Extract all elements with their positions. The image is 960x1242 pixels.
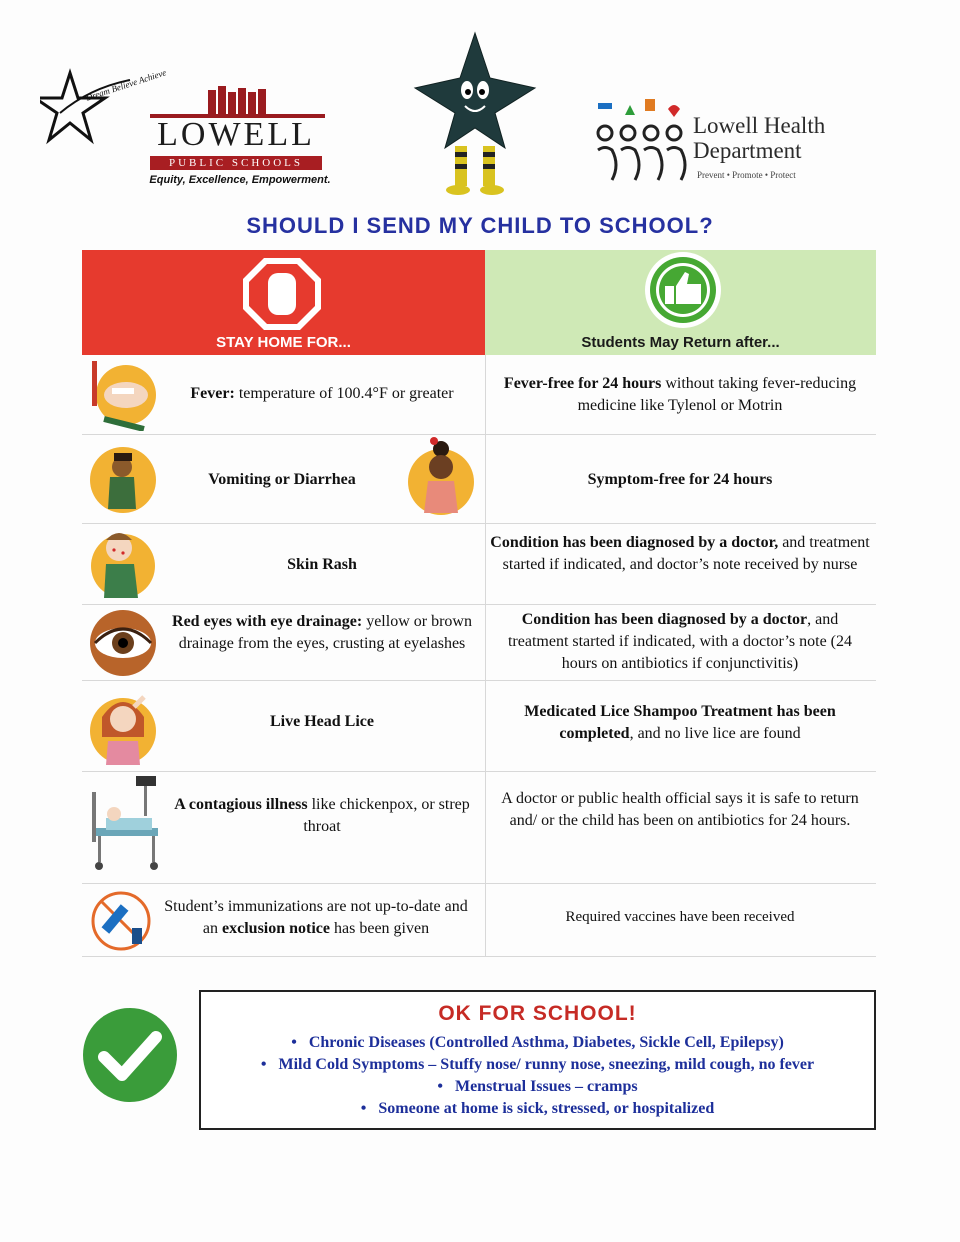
star-mascot (410, 28, 540, 198)
table-row-fever (82, 355, 876, 435)
red-eyes-return: Condition has been diagnosed by a doctor, and treatment started if indicated, with a doctor’s note (24 hours on antibiotics if conjunctivitis) (507, 611, 853, 672)
contagious-condition: A contagious illness like chickenpox, or strep throat (174, 796, 470, 835)
books-icon (140, 86, 340, 120)
table-row-head-lice (82, 681, 876, 772)
table-row-immunizations (82, 884, 876, 957)
may-return-label: Students May Return after... (581, 334, 780, 351)
star-logo-icon (40, 68, 135, 148)
green-checkmark-icon (80, 1005, 180, 1105)
list-item: • Menstrual Issues – cramps (437, 1078, 638, 1095)
vomiting-return: Symptom-free for 24 hours (587, 471, 773, 488)
head-lice-child-icon (86, 687, 160, 767)
head-lice-condition: Live Head Lice (270, 713, 374, 730)
star-mascot-icon (410, 28, 540, 198)
eye-icon (86, 607, 160, 679)
table-row-contagious-illness (82, 772, 876, 884)
page-title: SHOULD I SEND MY CHILD TO SCHOOL? (246, 213, 714, 238)
health-department-name: Lowell Health Department (693, 113, 826, 163)
ok-for-school-title: OK FOR SCHOOL! (438, 1002, 637, 1025)
dream-believe-achieve-logo (40, 67, 168, 148)
hospital-bed-icon (88, 774, 166, 874)
stay-home-label: STAY HOME FOR... (216, 334, 351, 351)
stop-hand-icon (240, 255, 324, 333)
lowell-name: LOWELL (157, 116, 315, 153)
public-schools-band: PUBLIC SCHOOLS (150, 156, 322, 170)
vomiting-child-icon (86, 443, 160, 517)
table-row-skin-rash (82, 524, 876, 605)
head-lice-return: Medicated Lice Shampoo Treatment has been completed, and no live lice are found (524, 703, 836, 742)
stomachache-child-icon (404, 437, 478, 519)
list-item: • Chronic Diseases (Controlled Asthma, Diabetes, Sickle Cell, Epilepsy) (291, 1034, 784, 1051)
people-chain-icon (590, 95, 690, 185)
table-row-vomiting (82, 435, 876, 524)
immunization-condition: Student’s immunizations are not up-to-date and an exclusion notice has been given (164, 898, 468, 937)
health-department-logo (590, 95, 690, 185)
no-vaccine-icon (88, 888, 154, 954)
stay-home-header (82, 250, 485, 355)
vomiting-condition: Vomiting or Diarrhea (208, 471, 356, 488)
contagious-return: A doctor or public health official says it is safe to return and/ or the child has been on antibiotics for 24 hours. (501, 790, 859, 829)
guidance-table (82, 250, 876, 957)
lowell-public-schools-logo (140, 86, 340, 196)
thumbs-up-icon (643, 250, 723, 330)
may-return-header (485, 250, 876, 355)
ok-for-school-box (199, 990, 876, 1130)
list-item: • Mild Cold Symptoms – Stuffy nose/ runny nose, sneezing, mild cough, no fever (260, 1056, 815, 1073)
lowell-tagline: Equity, Excellence, Empowerment. (149, 174, 331, 186)
fever-condition: Fever: temperature of 100.4°F or greater (190, 385, 454, 402)
table-row-red-eyes (82, 605, 876, 681)
thermometer-child-icon (86, 359, 160, 431)
red-eyes-condition: Red eyes with eye drainage: yellow or brown drainage from the eyes, crusting at eyelashes (172, 613, 472, 652)
rash-child-icon (86, 526, 160, 600)
rash-condition: Skin Rash (287, 556, 357, 573)
dba-logo-text: Dream Believe Achieve (84, 67, 168, 103)
rash-return: Condition has been diagnosed by a doctor, and treatment started if indicated, and doctor’s note received by nurse (490, 534, 870, 573)
fever-return: Fever-free for 24 hours without taking fever-reducing medicine like Tylenol or Motrin (503, 375, 857, 414)
list-item: • Someone at home is sick, stressed, or hospitalized (360, 1100, 715, 1117)
immunization-return: Required vaccines have been received (565, 909, 795, 925)
health-department-tagline: Prevent • Promote • Protect (697, 170, 796, 180)
